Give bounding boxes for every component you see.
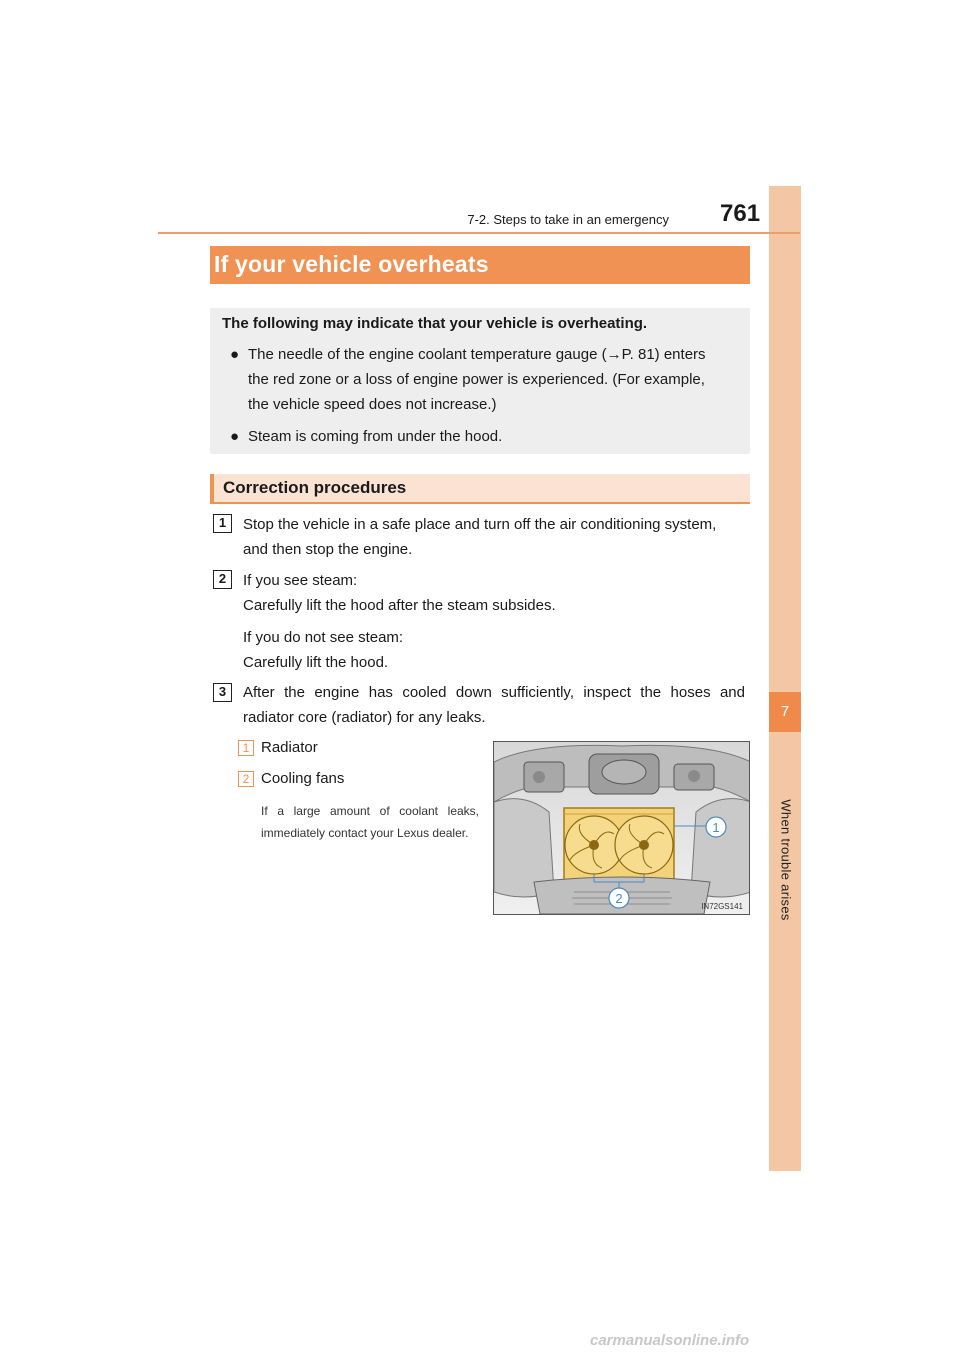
bullet-text [248,342,740,417]
figure-callout-1: 1 [712,820,720,835]
step-3-text [243,680,745,730]
step-line: Carefully lift the hood. [243,654,389,671]
bullet-icon: ● [230,428,240,445]
bullet-line: the red zone or a loss of engine power is experienced. (For example, [248,371,705,388]
bullet-icon: ● [230,346,240,363]
step-line: radiator core (radiator) for any leaks. [243,709,486,726]
bullet-line: Steam is coming from under the hood. [248,428,503,445]
section-header: 7-2. Steps to take in an emergency [467,212,669,227]
step-line: If you see steam: [243,572,358,589]
step-1-text [243,512,745,562]
step-number-badge: 1 [213,514,232,533]
engine-bay-drawing [494,742,750,915]
callout-label: Cooling fans [261,770,345,787]
step-line: and then stop the engine. [243,541,413,558]
leak-note: If a large amount of coolant leaks, immediately contact your Lexus dealer. [261,804,479,840]
step-number-badge: 3 [213,683,232,702]
bullet-line: The needle of the engine coolant temperature gauge (→P. 81) enters [248,346,706,363]
figure-callout-2: 2 [615,891,623,906]
page-title: If your vehicle overheats [214,251,489,277]
step-2-text [243,568,556,675]
page-title-bar [210,246,750,284]
bullet-text [248,424,740,449]
symptoms-box [210,308,750,454]
engine-bay-illustration [493,741,750,915]
watermark: carmanualsonline.info [590,1332,750,1349]
step-line: Stop the vehicle in a safe place and turn off the air conditioning system, [243,516,717,533]
page-number: 761 [720,200,761,227]
bullet-line: the vehicle speed does not increase.) [248,396,497,413]
chapter-side-tab [769,186,801,1171]
figure-code: IN72GS141 [701,902,743,911]
callout-badge: 1 [238,740,254,756]
step-line: After the engine has cooled down sufficiently, inspect the hoses and [243,684,745,701]
symptoms-heading: The following may indicate that your vehicle is overheating. [222,315,648,332]
header-divider [158,232,800,234]
chapter-label: When trouble arises [778,799,794,921]
step-line: If you do not see steam: [243,629,404,646]
callout-badge: 2 [238,771,254,787]
subheading-bar [210,474,750,504]
chapter-number: 7 [769,692,801,732]
step-number-badge: 2 [213,570,232,589]
step-line: Carefully lift the hood after the steam subsides. [243,597,556,614]
subheading: Correction procedures [223,478,407,497]
callout-label: Radiator [261,739,318,756]
